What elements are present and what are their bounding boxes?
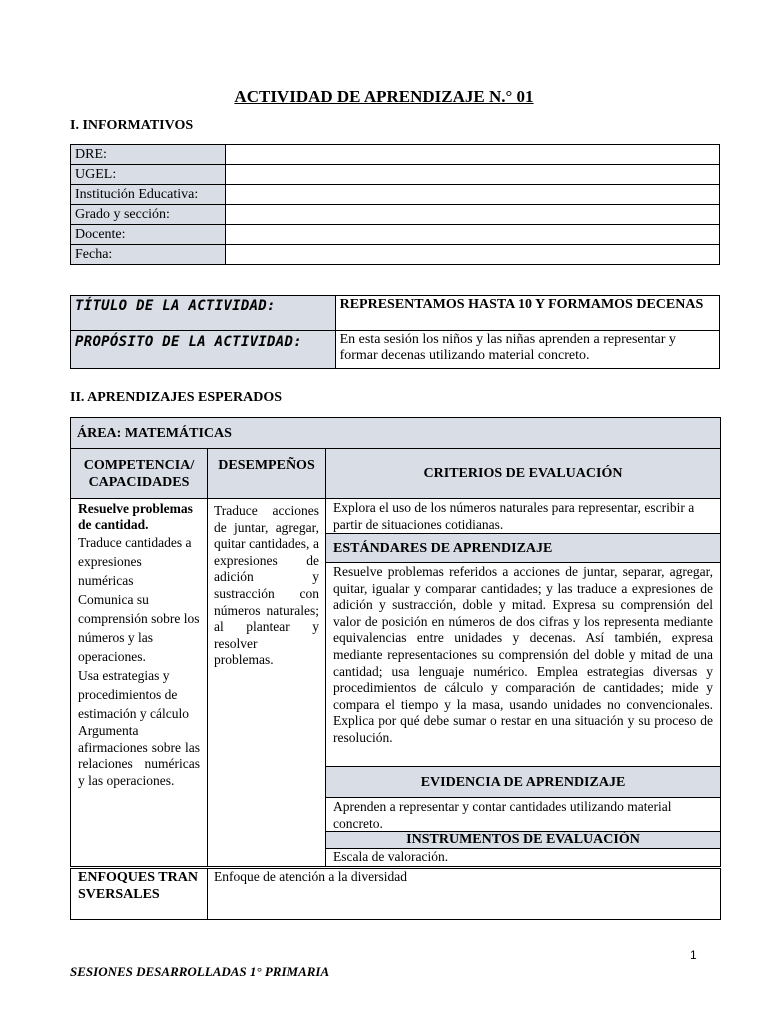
info-value[interactable] xyxy=(225,185,719,205)
criterio-cell: Explora el uso de los números naturales para representar, escribir a partir de situaciones cotidianas. xyxy=(325,498,721,534)
estandares-cell: Resuelve problemas referidos a acciones de juntar, separar, agregar, quitar, igualar y comparar cantidades; y las traduce a expresiones de adición y sustracción, doble y mitad. Expresa su comprensión del valor de posición en números de dos cifras y los representa mediante equivalencias entre unidades y decenas. Así también, expresa mediante representaciones su comprensión del doble y mitad de una cantidad; usa lenguaje numérico. Emplea estrategias diversas y procedimientos de cálculo y comparación de cantidades; mide y compara el tiempo y la masa, usando unidades no convencionales. Explica por qué debe sumar o restar en una situación y su proceso de resolución. xyxy=(325,562,721,767)
capacidad-item: Argumenta afirmaciones sobre las relaciones numéricas y las operaciones. xyxy=(78,723,200,788)
info-label: Docente: xyxy=(71,225,226,245)
titulo-value: REPRESENTAMOS HASTA 10 Y FORMAMOS DECENAS xyxy=(335,296,719,331)
proposito-label: PROPÓSITO DE LA ACTIVIDAD: xyxy=(71,331,336,369)
section-aprendizajes-heading: II. APRENDIZAJES ESPERADOS xyxy=(70,390,282,405)
info-label: Fecha: xyxy=(71,245,226,265)
titulo-label: TÍTULO DE LA ACTIVIDAD: xyxy=(71,296,336,331)
section-informativos-heading: I. INFORMATIVOS xyxy=(70,118,194,133)
competencia-cell xyxy=(70,498,208,867)
desempenos-header: DESEMPEÑOS xyxy=(207,449,326,499)
capacidad-item: Usa estrategias y procedimientos de estimación y cálculo xyxy=(78,668,189,721)
info-value[interactable] xyxy=(225,225,719,245)
info-value[interactable] xyxy=(225,205,719,225)
criterios-header: CRITERIOS DE EVALUACIÓN xyxy=(325,449,721,499)
info-row-fecha xyxy=(71,245,720,265)
info-row-grado xyxy=(71,205,720,225)
enfoques-label: ENFOQUES TRANSVERSALES xyxy=(70,868,208,920)
activity-table xyxy=(70,295,720,369)
competencia-title: Resuelve problemas de cantidad. xyxy=(78,501,193,532)
capacidad-item: Comunica su comprensión sobre los números y las operaciones. xyxy=(78,592,200,664)
desempeno-cell: Traduce acciones de juntar, agregar, quitar cantidades, a expresiones de adición y sustracción con números naturales; al plantear y resolver problemas. xyxy=(207,498,326,867)
info-row-dre xyxy=(71,145,720,165)
proposito-value: En esta sesión los niños y las niñas aprenden a representar y formar decenas utilizando material concreto. xyxy=(335,331,719,369)
area-header: ÁREA: MATEMÁTICAS xyxy=(70,417,721,449)
evidencia-cell: Aprenden a representar y contar cantidades utilizando material concreto. xyxy=(325,797,721,832)
informativos-table xyxy=(70,144,720,265)
info-label: Grado y sección: xyxy=(71,205,226,225)
info-row-docente xyxy=(71,225,720,245)
footer-text: SESIONES DESARROLLADAS 1° PRIMARIA xyxy=(70,964,330,979)
info-value[interactable] xyxy=(225,165,719,185)
info-label: Institución Educativa: xyxy=(71,185,226,205)
aprendizajes-table xyxy=(70,417,721,920)
info-value[interactable] xyxy=(225,245,719,265)
evidencia-header: EVIDENCIA DE APRENDIZAJE xyxy=(325,766,721,798)
info-row-institucion xyxy=(71,185,720,205)
info-label: DRE: xyxy=(71,145,226,165)
instrumentos-header: INSTRUMENTOS DE EVALUACIÓN xyxy=(325,831,721,849)
capacidad-item: Traduce cantidades a expresiones numéricas xyxy=(78,535,192,588)
document-title: ACTIVIDAD DE APRENDIZAJE N.° 01 xyxy=(234,87,534,106)
info-label: UGEL: xyxy=(71,165,226,185)
info-value[interactable] xyxy=(225,145,719,165)
estandares-header: ESTÁNDARES DE APRENDIZAJE xyxy=(325,533,721,563)
enfoques-value: Enfoque de atención a la diversidad xyxy=(207,868,721,920)
instrumentos-cell: Escala de valoración. xyxy=(325,848,721,867)
competencia-header: COMPETENCIA/ CAPACIDADES xyxy=(70,449,208,499)
page-number: 1 xyxy=(690,948,697,962)
info-row-ugel xyxy=(71,165,720,185)
